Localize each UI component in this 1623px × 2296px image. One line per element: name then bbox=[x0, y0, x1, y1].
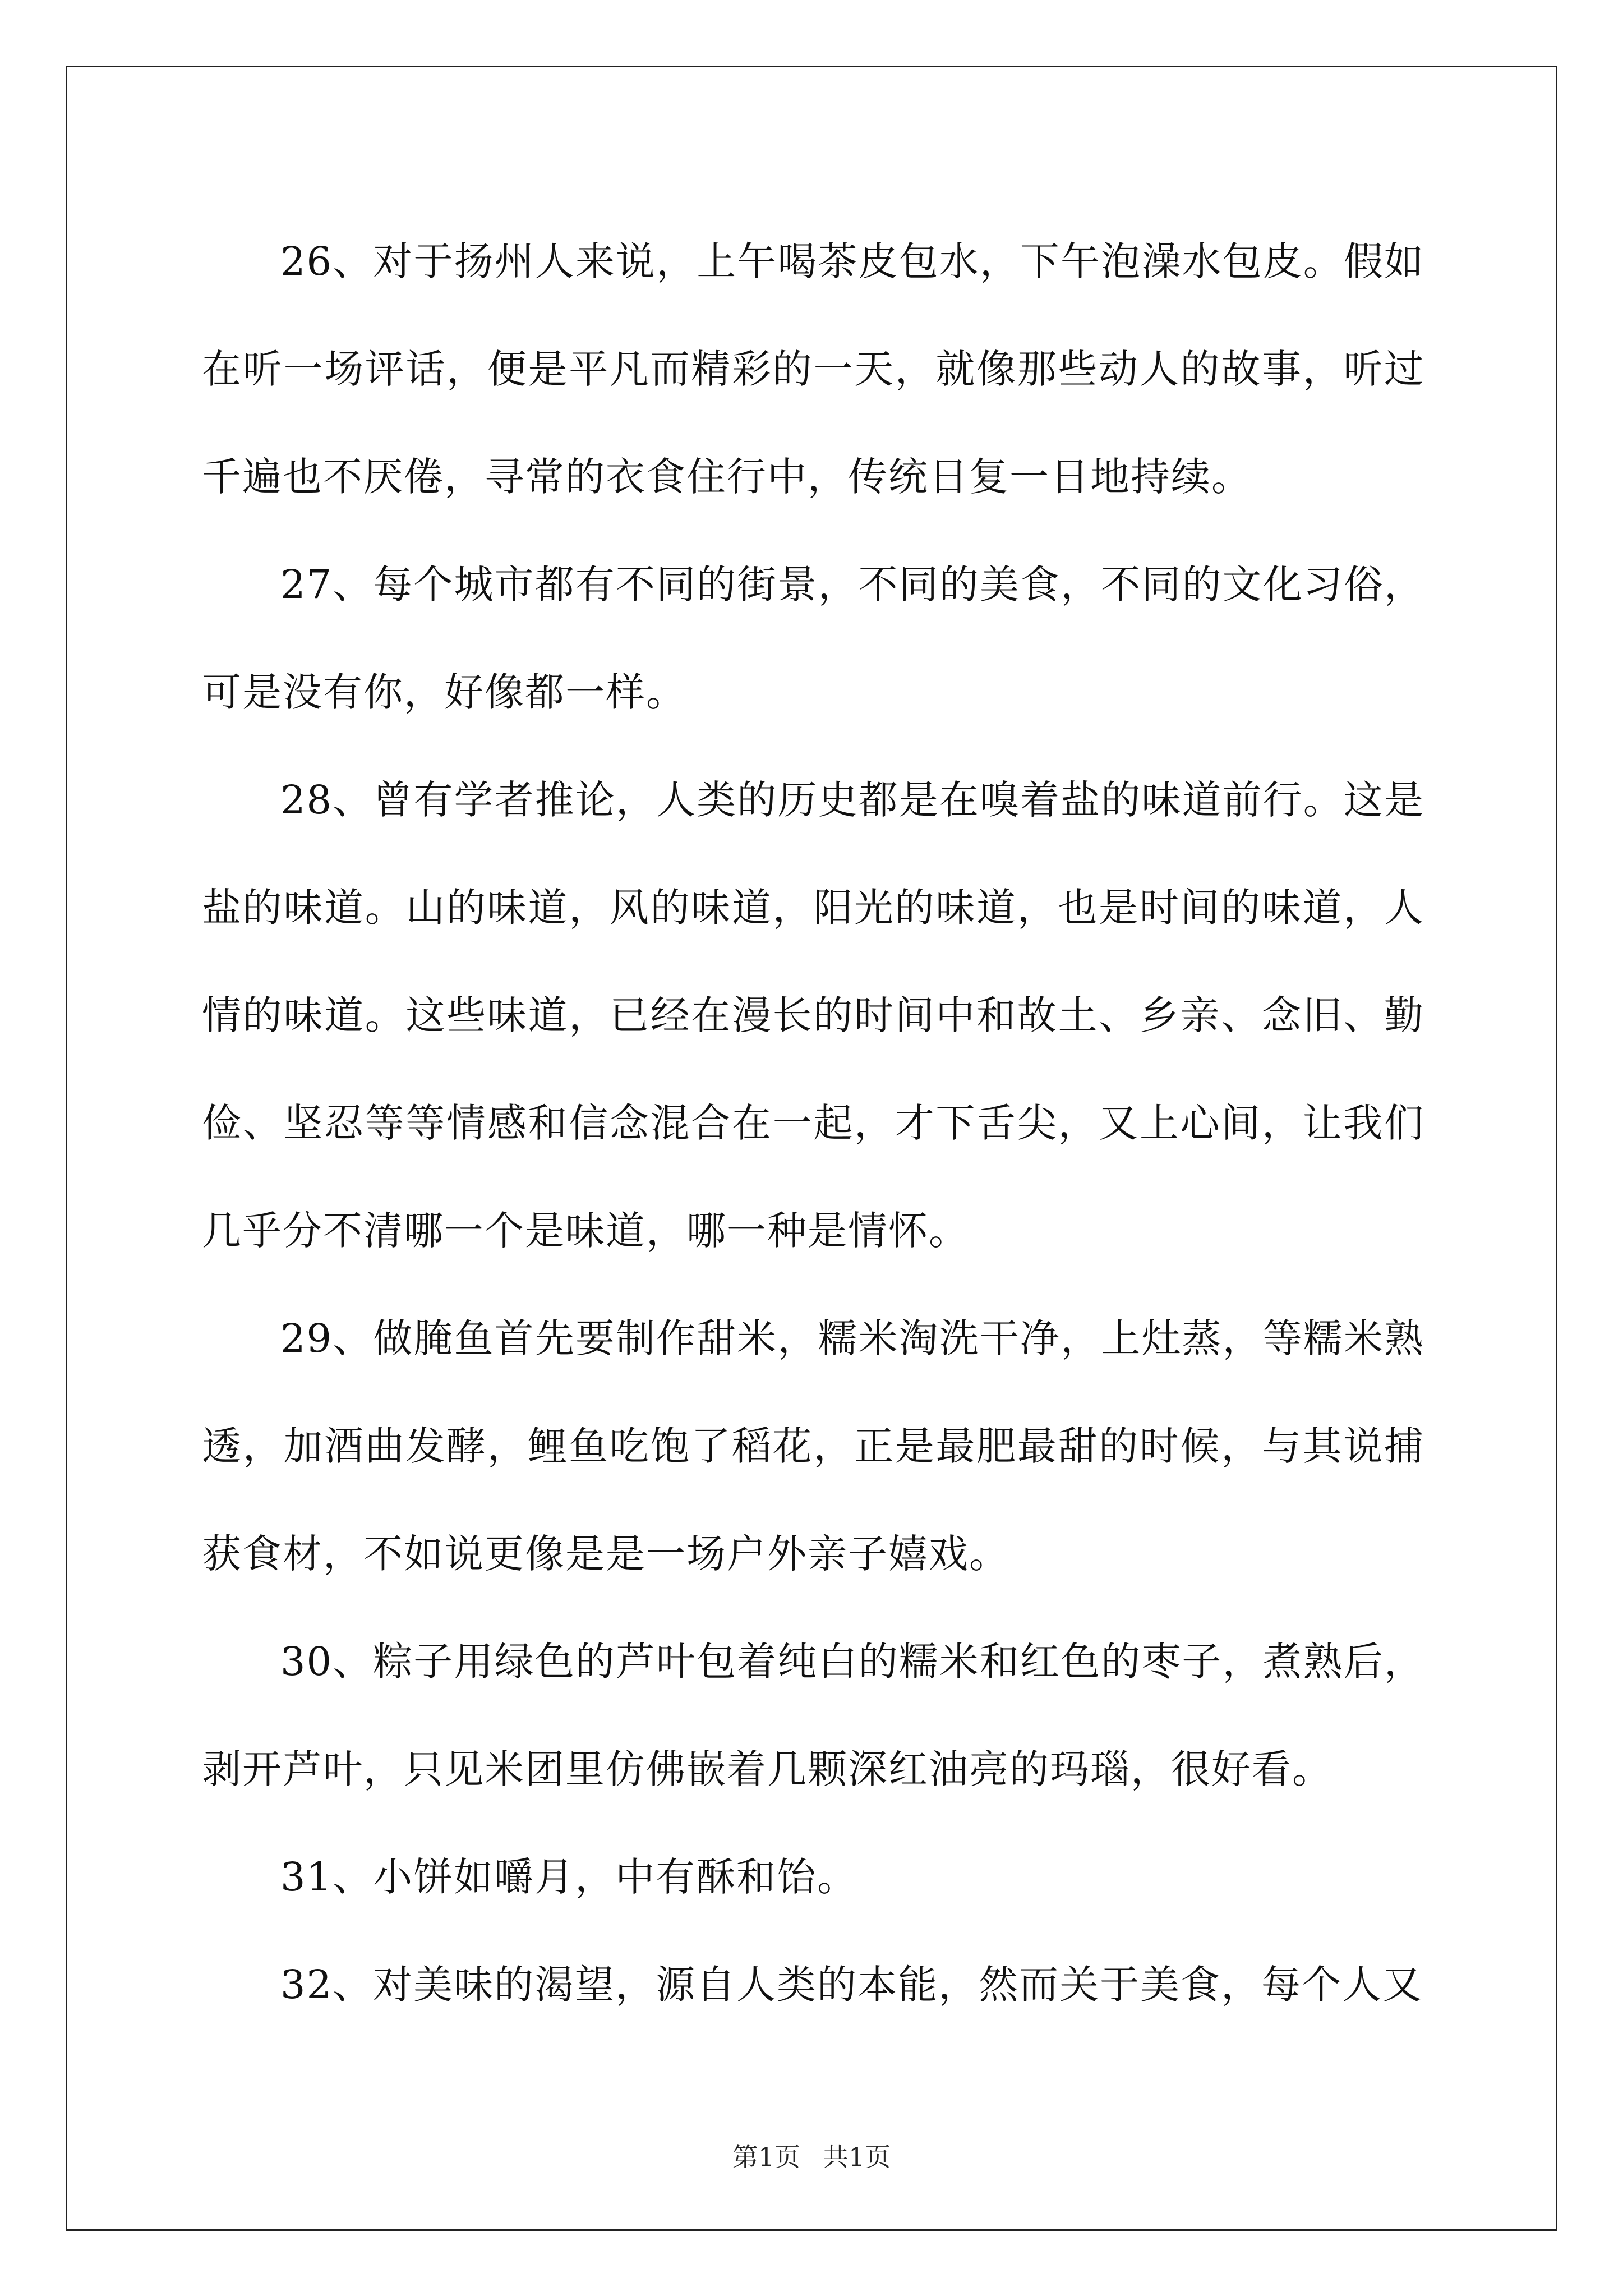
paragraph-31: 31、小饼如嚼月，中有酥和饴。 bbox=[280, 1854, 858, 1900]
paragraph-27: 27、每个城市都有不同的街景，不同的美食，不同的文化习俗，可是没有你，好像都一样。 bbox=[202, 562, 1424, 715]
paragraph-29: 29、做腌鱼首先要制作甜米，糯米淘洗干净，上灶蒸，等糯米熟透，加酒曲发酵，鲤鱼吃饱了稻花，正是最肥最甜的时候，与其说捕获食材，不如说更像是是一场户外亲子嬉戏。 bbox=[202, 1315, 1424, 1577]
page-number: 第1页 bbox=[732, 2142, 800, 2172]
document-body bbox=[202, 208, 1424, 2039]
paragraph-32: 32、对美味的渴望，源自人类的本能，然而关于美食，每个人又 bbox=[280, 1962, 1423, 2008]
page-total: 共1页 bbox=[823, 2142, 891, 2172]
page-footer bbox=[0, 2140, 1623, 2174]
paragraph-30: 30、粽子用绿色的芦叶包着纯白的糯米和红色的枣子，煮熟后，剥开芦叶，只见米团里仿佛嵌着几颗深红油亮的玛瑙，很好看。 bbox=[202, 1639, 1424, 1792]
paragraph-26: 26、对于扬州人来说，上午喝茶皮包水，下午泡澡水包皮。假如在听一场评话，便是平凡而精彩的一天，就像那些动人的故事，听过千遍也不厌倦，寻常的衣食住行中，传统日复一日地持续。 bbox=[202, 238, 1424, 500]
paragraph-28: 28、曾有学者推论，人类的历史都是在嗅着盐的味道前行。这是盐的味道。山的味道，风的味道，阳光的味道，也是时间的味道，人情的味道。这些味道，已经在漫长的时间中和故土、乡亲、念旧、勤俭、坚忍等等情感和信念混合在一起，才下舌尖，又上心间，让我们几乎分不清哪一个是味道，哪一种是情怀。 bbox=[202, 777, 1424, 1254]
